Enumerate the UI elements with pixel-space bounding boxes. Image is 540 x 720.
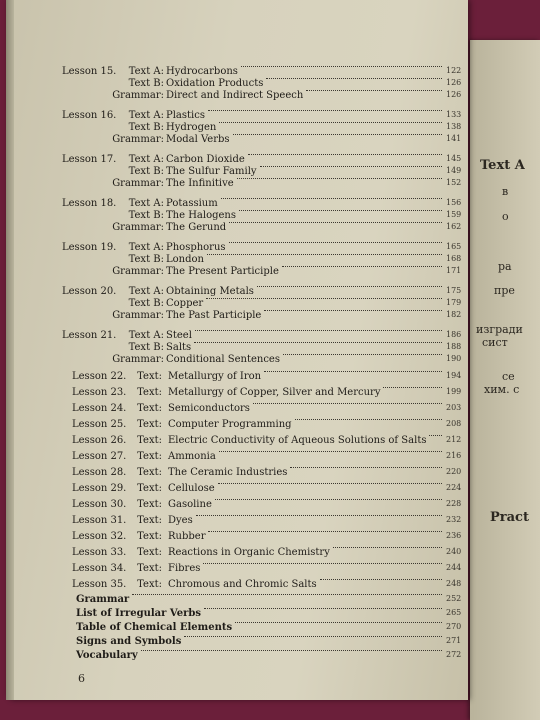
entry-title: Potassium [166, 198, 218, 209]
entry-label: Text B: [128, 122, 164, 133]
entry-label: Grammar: [112, 178, 164, 189]
page-ref: 194 [446, 371, 462, 380]
page-ref: 138 [446, 122, 462, 131]
toc-entry [6, 563, 466, 577]
lesson-number: Lesson 35. [72, 579, 127, 590]
entry-title: Rubber [168, 531, 206, 542]
page-ref: 145 [446, 154, 462, 163]
toc-entry [6, 387, 466, 401]
page-ref: 162 [446, 222, 462, 231]
dot-leader [132, 594, 442, 595]
appendix-entry [6, 622, 466, 636]
lesson-number: Lesson 33. [72, 547, 127, 558]
toc-page [6, 0, 468, 700]
appendix-entry [6, 650, 466, 664]
page-number: 6 [78, 672, 85, 685]
entry-label: Text A: [128, 242, 164, 253]
entry-title: The Ceramic Industries [168, 467, 288, 478]
page-ref: 248 [446, 579, 462, 588]
appendix-title: Signs and Symbols [76, 636, 182, 647]
toc-entry [6, 435, 466, 449]
entry-title: Reactions in Organic Chemistry [168, 547, 330, 558]
dot-leader [215, 499, 442, 500]
entry-title: Salts [166, 342, 192, 353]
dot-leader [429, 435, 442, 436]
entry-label: Text B: [128, 298, 164, 309]
page-ref: 270 [446, 622, 462, 631]
dot-leader [229, 242, 442, 243]
dot-leader [264, 310, 442, 311]
lesson-number: Lesson 21. [62, 330, 117, 341]
entry-label: Text B: [128, 342, 164, 353]
appendix-title: List of Irregular Verbs [76, 608, 201, 619]
lesson-number: Lesson 22. [72, 371, 127, 382]
entry-title: The Gerund [166, 222, 227, 233]
entry-label: Text: [137, 467, 162, 478]
page-ref: 236 [446, 531, 462, 540]
entry-label: Grammar: [112, 354, 164, 365]
page-ref: 208 [446, 419, 462, 428]
entry-label: Text: [137, 403, 162, 414]
page-ref: 220 [446, 467, 462, 476]
toc-entry [6, 515, 466, 529]
lesson-number: Lesson 32. [72, 531, 127, 542]
page-ref: 271 [446, 636, 462, 645]
dot-leader [195, 330, 442, 331]
dot-leader [248, 154, 442, 155]
dot-leader [306, 90, 442, 91]
dot-leader [290, 467, 442, 468]
toc-entry [6, 134, 466, 148]
entry-label: Text B: [128, 210, 164, 221]
toc-entry [6, 222, 466, 236]
entry-label: Text: [137, 483, 162, 494]
dot-leader [229, 222, 442, 223]
dot-leader [219, 122, 442, 123]
facing-page [470, 40, 540, 720]
page-ref: 216 [446, 451, 462, 460]
lesson-number: Lesson 31. [72, 515, 127, 526]
page-ref: 171 [446, 266, 462, 275]
entry-title: Ammonia [168, 451, 216, 462]
lesson-number: Lesson 26. [72, 435, 127, 446]
entry-title: Steel [166, 330, 192, 341]
entry-label: Text A: [128, 154, 164, 165]
dot-leader [320, 579, 442, 580]
dot-leader [233, 134, 442, 135]
entry-label: Text B: [128, 166, 164, 177]
toc-entry [6, 419, 466, 433]
page-ref: 165 [446, 242, 462, 251]
toc-entry [6, 499, 466, 513]
entry-label: Text: [137, 451, 162, 462]
page-ref: 126 [446, 90, 462, 99]
appendix-entry [6, 636, 466, 650]
page-ref: 141 [446, 134, 462, 143]
facing-fragment: хим. с [484, 383, 520, 396]
page-ref: 152 [446, 178, 462, 187]
lesson-number: Lesson 25. [72, 419, 127, 430]
entry-title: Conditional Sentences [166, 354, 280, 365]
lesson-number: Lesson 29. [72, 483, 127, 494]
entry-title: Chromous and Chromic Salts [168, 579, 317, 590]
lesson-number: Lesson 28. [72, 467, 127, 478]
entry-title: Computer Programming [168, 419, 292, 430]
lesson-number: Lesson 34. [72, 563, 127, 574]
facing-fragment: сист [482, 336, 508, 349]
page-ref: 175 [446, 286, 462, 295]
entry-title: Hydrocarbons [166, 66, 238, 77]
appendix-entry [6, 608, 466, 622]
dot-leader [208, 531, 442, 532]
toc-entry [6, 483, 466, 497]
page-ref: 188 [446, 342, 462, 351]
entry-label: Text: [137, 435, 162, 446]
entry-label: Text A: [128, 198, 164, 209]
entry-label: Text A: [128, 286, 164, 297]
dot-leader [333, 547, 442, 548]
dot-leader [283, 354, 442, 355]
entry-title: The Infinitive [166, 178, 234, 189]
dot-leader [237, 178, 442, 179]
entry-title: The Present Participle [166, 266, 279, 277]
entry-title: Cellulose [168, 483, 215, 494]
page-ref: 199 [446, 387, 462, 396]
facing-heading-2: Pract [490, 510, 529, 525]
entry-title: Hydrogen [166, 122, 217, 133]
entry-title: Copper [166, 298, 204, 309]
entry-label: Grammar: [112, 222, 164, 233]
entry-title: Plastics [166, 110, 205, 121]
page-ref: 240 [446, 547, 462, 556]
page-ref: 212 [446, 435, 462, 444]
dot-leader [141, 650, 442, 651]
facing-heading-1: Text A [480, 158, 525, 173]
dot-leader [383, 387, 442, 388]
toc-entry [6, 371, 466, 385]
entry-label: Grammar: [112, 134, 164, 145]
dot-leader [241, 66, 442, 67]
page-ref: 224 [446, 483, 462, 492]
entry-label: Grammar: [112, 266, 164, 277]
appendix-title: Grammar [76, 594, 130, 605]
page-ref: 182 [446, 310, 462, 319]
dot-leader [253, 403, 442, 404]
dot-leader [218, 483, 442, 484]
table-of-contents [6, 0, 466, 700]
entry-title: Carbon Dioxide [166, 154, 245, 165]
toc-entry [6, 403, 466, 417]
toc-entry [6, 531, 466, 545]
page-ref: 252 [446, 594, 462, 603]
facing-fragment: о [502, 210, 509, 223]
entry-title: The Sulfur Family [166, 166, 257, 177]
dot-leader [260, 166, 442, 167]
page-ref: 126 [446, 78, 462, 87]
toc-entry [6, 266, 466, 280]
facing-fragment: ра [498, 260, 512, 273]
entry-label: Text: [137, 531, 162, 542]
entry-title: Metallurgy of Copper, Silver and Mercury [168, 387, 381, 398]
page-ref: 265 [446, 608, 462, 617]
entry-title: Electric Conductivity of Aqueous Solutions of Salts [168, 435, 427, 446]
entry-label: Text: [137, 371, 162, 382]
entry-label: Text: [137, 547, 162, 558]
dot-leader [266, 78, 442, 79]
entry-label: Text: [137, 419, 162, 430]
lesson-number: Lesson 17. [62, 154, 117, 165]
dot-leader [239, 210, 442, 211]
dot-leader [219, 451, 442, 452]
page-ref: 228 [446, 499, 462, 508]
lesson-number: Lesson 24. [72, 403, 127, 414]
entry-title: Dyes [168, 515, 193, 526]
appendix-title: Table of Chemical Elements [76, 622, 233, 633]
page-ref: 203 [446, 403, 462, 412]
page-ref: 190 [446, 354, 462, 363]
entry-title: Metallurgy of Iron [168, 371, 262, 382]
page-ref: 186 [446, 330, 462, 339]
entry-label: Text: [137, 499, 162, 510]
entry-title: Direct and Indirect Speech [166, 90, 304, 101]
entry-title: Fibres [168, 563, 201, 574]
toc-entry [6, 547, 466, 561]
page-ref: 149 [446, 166, 462, 175]
toc-entry [6, 354, 466, 368]
facing-fragment: пре [494, 284, 515, 297]
toc-entry [6, 579, 466, 593]
lesson-number: Lesson 20. [62, 286, 117, 297]
toc-entry [6, 90, 466, 104]
entry-label: Grammar: [112, 310, 164, 321]
lesson-number: Lesson 27. [72, 451, 127, 462]
page-ref: 232 [446, 515, 462, 524]
facing-fragment: в [502, 185, 509, 198]
toc-entry [6, 178, 466, 192]
page-ref: 272 [446, 650, 462, 659]
lesson-number: Lesson 23. [72, 387, 127, 398]
page-ref: 133 [446, 110, 462, 119]
entry-label: Text: [137, 515, 162, 526]
entry-label: Text: [137, 563, 162, 574]
dot-leader [207, 254, 442, 255]
dot-leader [184, 636, 442, 637]
entry-title: Obtaining Metals [166, 286, 254, 297]
dot-leader [295, 419, 442, 420]
lesson-number: Lesson 15. [62, 66, 117, 77]
toc-entry [6, 467, 466, 481]
entry-label: Grammar: [112, 90, 164, 101]
dot-leader [282, 266, 442, 267]
entry-label: Text B: [128, 254, 164, 265]
appendix-title: Vocabulary [76, 650, 138, 661]
dot-leader [264, 371, 442, 372]
entry-label: Text: [137, 387, 162, 398]
page-ref: 179 [446, 298, 462, 307]
entry-label: Text A: [128, 330, 164, 341]
lesson-number: Lesson 19. [62, 242, 117, 253]
dot-leader [235, 622, 442, 623]
dot-leader [204, 608, 442, 609]
facing-fragment: изгради [476, 323, 523, 336]
toc-entry [6, 310, 466, 324]
lesson-number: Lesson 16. [62, 110, 117, 121]
entry-title: The Halogens [166, 210, 236, 221]
dot-leader [206, 298, 442, 299]
dot-leader [203, 563, 442, 564]
lesson-number: Lesson 18. [62, 198, 117, 209]
lesson-number: Lesson 30. [72, 499, 127, 510]
page-ref: 244 [446, 563, 462, 572]
dot-leader [196, 515, 442, 516]
dot-leader [208, 110, 442, 111]
page-ref: 122 [446, 66, 462, 75]
appendix-entry [6, 594, 466, 608]
toc-entry [6, 451, 466, 465]
entry-label: Text: [137, 579, 162, 590]
entry-title: The Past Participle [166, 310, 262, 321]
entry-title: Gasoline [168, 499, 212, 510]
entry-title: London [166, 254, 204, 265]
dot-leader [257, 286, 442, 287]
entry-title: Oxidation Products [166, 78, 264, 89]
entry-label: Text A: [128, 66, 164, 77]
entry-title: Semiconductors [168, 403, 250, 414]
page-ref: 159 [446, 210, 462, 219]
facing-fragment: се [502, 370, 515, 383]
entry-title: Modal Verbs [166, 134, 230, 145]
page-ref: 156 [446, 198, 462, 207]
page-ref: 168 [446, 254, 462, 263]
dot-leader [194, 342, 442, 343]
entry-title: Phosphorus [166, 242, 226, 253]
entry-label: Text B: [128, 78, 164, 89]
dot-leader [221, 198, 442, 199]
entry-label: Text A: [128, 110, 164, 121]
